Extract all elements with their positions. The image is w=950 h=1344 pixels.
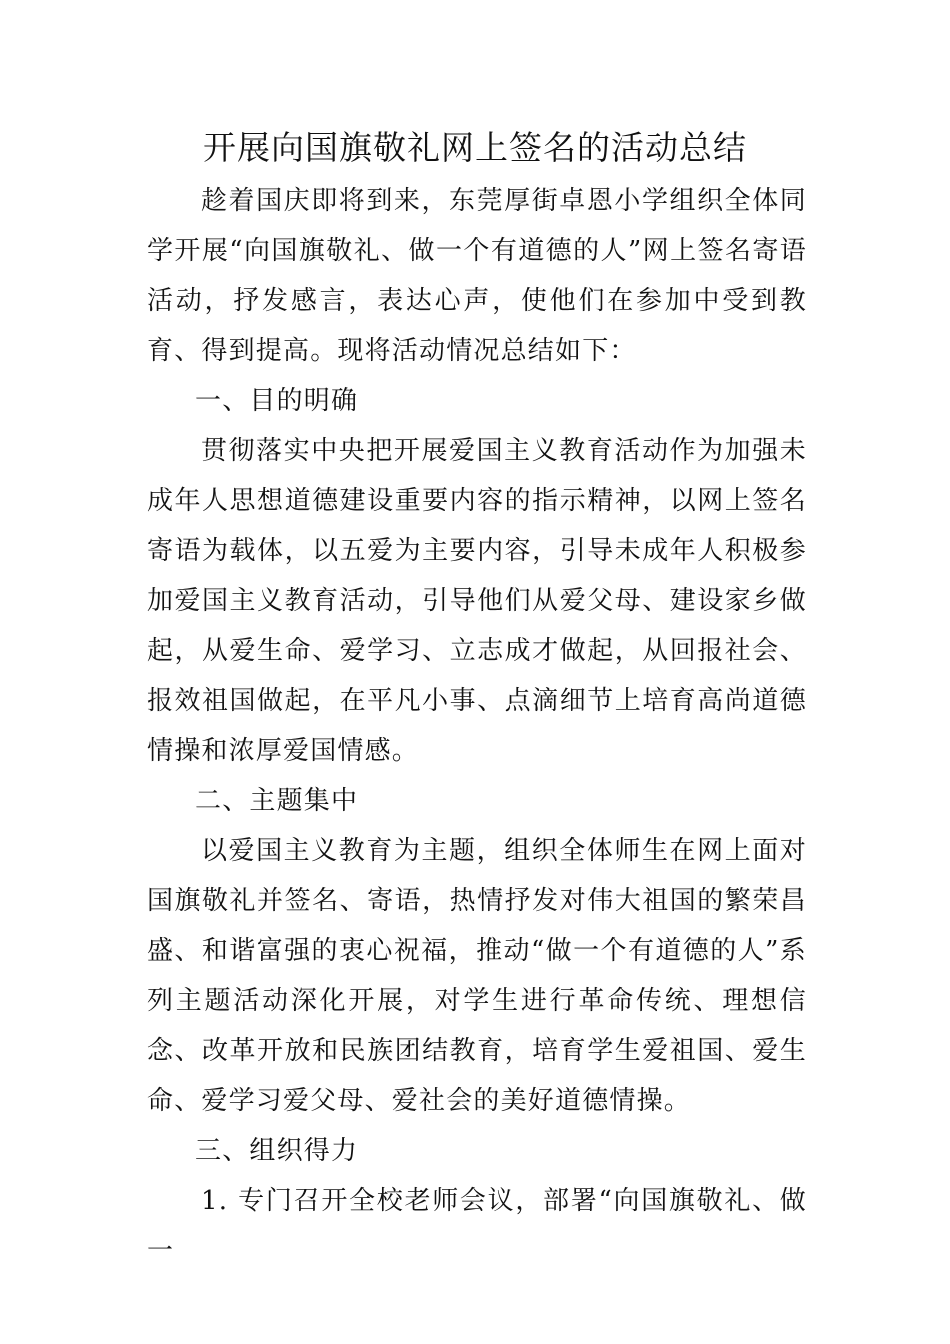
section-heading-theme: 二、主题集中 <box>195 786 359 816</box>
document-body <box>147 176 807 1276</box>
section-heading-purpose: 一、目的明确 <box>195 386 359 416</box>
document-title: 开展向国旗敬礼网上签名的活动总结 <box>203 128 747 167</box>
section-organization-item-1: 1. 专门召开全校老师会议，部署“向国旗敬礼、做一 <box>147 1186 807 1266</box>
section-heading-organization: 三、组织得力 <box>195 1136 359 1166</box>
section-theme-paragraph: 以爱国主义教育为主题，组织全体师生在网上面对国旗敬礼并签名、寄语，热情抒发对伟大祖国的繁荣昌盛、和谐富强的衷心祝福，推动“做一个有道德的人”系列主题活动深化开展，对学生进行革命传统、理想信念、改革开放和民族团结教育，培育学生爱祖国、爱生命、爱学习爱父母、爱社会的美好道德情操。 <box>147 836 807 1116</box>
section-purpose-paragraph: 贯彻落实中央把开展爱国主义教育活动作为加强未成年人思想道德建设重要内容的指示精神，以网上签名寄语为载体，以五爱为主要内容，引导未成年人积极参加爱国主义教育活动，引导他们从爱父母、建设家乡做起，从爱生命、爱学习、立志成才做起，从回报社会、报效祖国做起，在平凡小事、点滴细节上培育高尚道德情操和浓厚爱国情感。 <box>147 436 807 766</box>
intro-paragraph: 趁着国庆即将到来，东莞厚街卓恩小学组织全体同学开展“向国旗敬礼、做一个有道德的人”网上签名寄语活动，抒发感言，表达心声，使他们在参加中受到教育、得到提高。现将活动情况总结如下： <box>147 186 807 366</box>
